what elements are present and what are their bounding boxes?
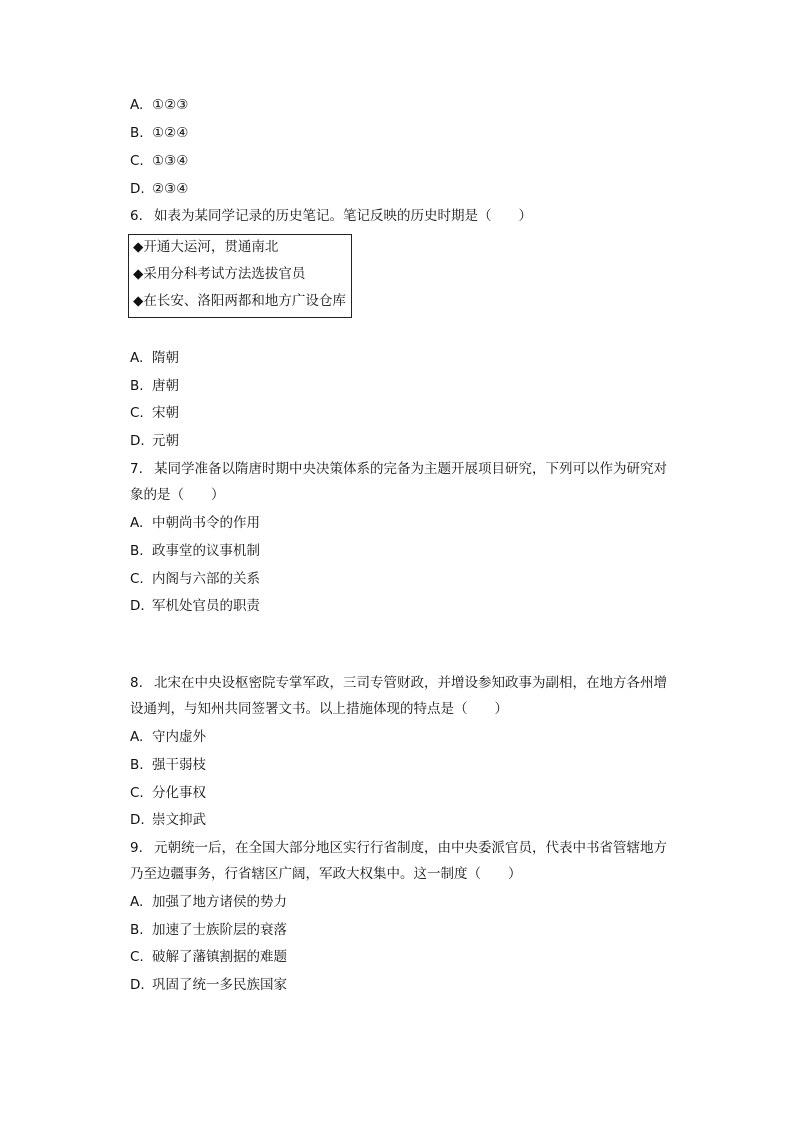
- q5-option-a: [130, 96, 188, 114]
- question-text: 设通判，与知州共同签署文书。以上措施体现的特点是（ ）: [130, 701, 508, 717]
- option-text: 破解了藩镇割据的难题: [152, 949, 287, 965]
- q7-option-a: [130, 514, 260, 532]
- option-text: 宋朝: [152, 405, 179, 421]
- note-item: ◆在长安、洛阳两都和地方广设仓库: [133, 293, 346, 309]
- option-letter: D.: [130, 812, 145, 828]
- option-letter: C.: [130, 405, 144, 421]
- option-letter: A.: [130, 350, 144, 366]
- option-letter: D.: [130, 977, 145, 993]
- q9-stem-line1: [130, 839, 667, 857]
- q7-option-b: [130, 542, 260, 560]
- option-text: 加强了地方诸侯的势力: [152, 894, 287, 910]
- note-item: ◆开通大运河，贯通南北: [133, 239, 279, 255]
- question-text: 象的是（ ）: [130, 487, 225, 503]
- option-letter: B.: [130, 378, 144, 394]
- q6-stem: [130, 207, 532, 225]
- q8-stem-line1: [130, 674, 667, 692]
- option-text: 隋朝: [152, 350, 179, 366]
- option-letter: A.: [130, 515, 144, 531]
- question-text: 乃至边疆事务，行省辖区广阔，军政大权集中。这一制度（ ）: [130, 866, 522, 882]
- q9-option-a: [130, 893, 287, 911]
- q5-option-d: [130, 180, 188, 198]
- option-letter: C.: [130, 785, 144, 801]
- q7-option-c: [130, 570, 260, 588]
- q9-stem-line2: [130, 865, 522, 883]
- option-text: 守内虚外: [152, 729, 206, 745]
- q6-option-a: [130, 349, 179, 367]
- question-text: 北宋在中央设枢密院专掌军政，三司专管财政，并增设参知政事为副相，在地方各州增: [154, 675, 667, 691]
- option-letter: B.: [130, 543, 144, 559]
- option-text: 元朝: [152, 433, 179, 449]
- option-letter: A.: [130, 729, 144, 745]
- option-text: 内阁与六部的关系: [152, 571, 260, 587]
- question-number: 6.: [130, 208, 143, 224]
- option-text: ①③④: [152, 153, 189, 169]
- q7-stem-line1: [130, 460, 667, 478]
- option-text: ①②③: [152, 97, 189, 113]
- q8-option-b: [130, 756, 206, 774]
- option-letter: D.: [130, 181, 145, 197]
- q8-option-c: [130, 784, 206, 802]
- q7-stem-line2: [130, 486, 225, 504]
- option-text: 唐朝: [152, 378, 179, 394]
- option-text: 巩固了统一多民族国家: [152, 977, 287, 993]
- option-letter: D.: [130, 598, 145, 614]
- note-item: ◆采用分科考试方法选拔官员: [133, 266, 306, 282]
- q9-option-c: [130, 948, 287, 966]
- q9-option-d: [130, 976, 287, 994]
- question-text: 元朝统一后，在全国大部分地区实行行省制度，由中央委派官员，代表中书省管辖地方: [154, 840, 667, 856]
- option-text: ①②④: [152, 125, 189, 141]
- option-letter: B.: [130, 922, 144, 938]
- option-letter: C.: [130, 153, 144, 169]
- option-letter: D.: [130, 433, 145, 449]
- q5-option-c: [130, 152, 188, 170]
- option-text: 政事堂的议事机制: [152, 543, 260, 559]
- option-text: 中朝尚书令的作用: [152, 515, 260, 531]
- q7-option-d: [130, 597, 260, 615]
- q6-option-d: [130, 432, 179, 450]
- question-text: 如表为某同学记录的历史笔记。笔记反映的历史时期是（ ）: [154, 208, 532, 224]
- q8-stem-line2: [130, 700, 508, 718]
- q5-option-b: [130, 124, 188, 142]
- option-text: 崇文抑武: [152, 812, 206, 828]
- question-number: 7.: [130, 461, 143, 477]
- option-letter: A.: [130, 894, 144, 910]
- q8-option-a: [130, 728, 206, 746]
- q6-option-b: [130, 377, 179, 395]
- option-letter: C.: [130, 949, 144, 965]
- option-letter: A.: [130, 97, 144, 113]
- history-notes-table: [128, 234, 352, 318]
- option-letter: B.: [130, 757, 144, 773]
- option-text: 加速了士族阶层的衰落: [152, 922, 287, 938]
- question-number: 8.: [130, 675, 143, 691]
- option-text: 强干弱枝: [152, 757, 206, 773]
- question-number: 9.: [130, 840, 143, 856]
- option-text: 军机处官员的职责: [152, 598, 260, 614]
- q6-option-c: [130, 404, 179, 422]
- option-text: ②③④: [152, 181, 189, 197]
- question-text: 某同学准备以隋唐时期中央决策体系的完备为主题开展项目研究，下列可以作为研究对: [154, 461, 667, 477]
- q9-option-b: [130, 921, 287, 939]
- option-text: 分化事权: [152, 785, 206, 801]
- option-letter: B.: [130, 125, 144, 141]
- option-letter: C.: [130, 571, 144, 587]
- q8-option-d: [130, 811, 206, 829]
